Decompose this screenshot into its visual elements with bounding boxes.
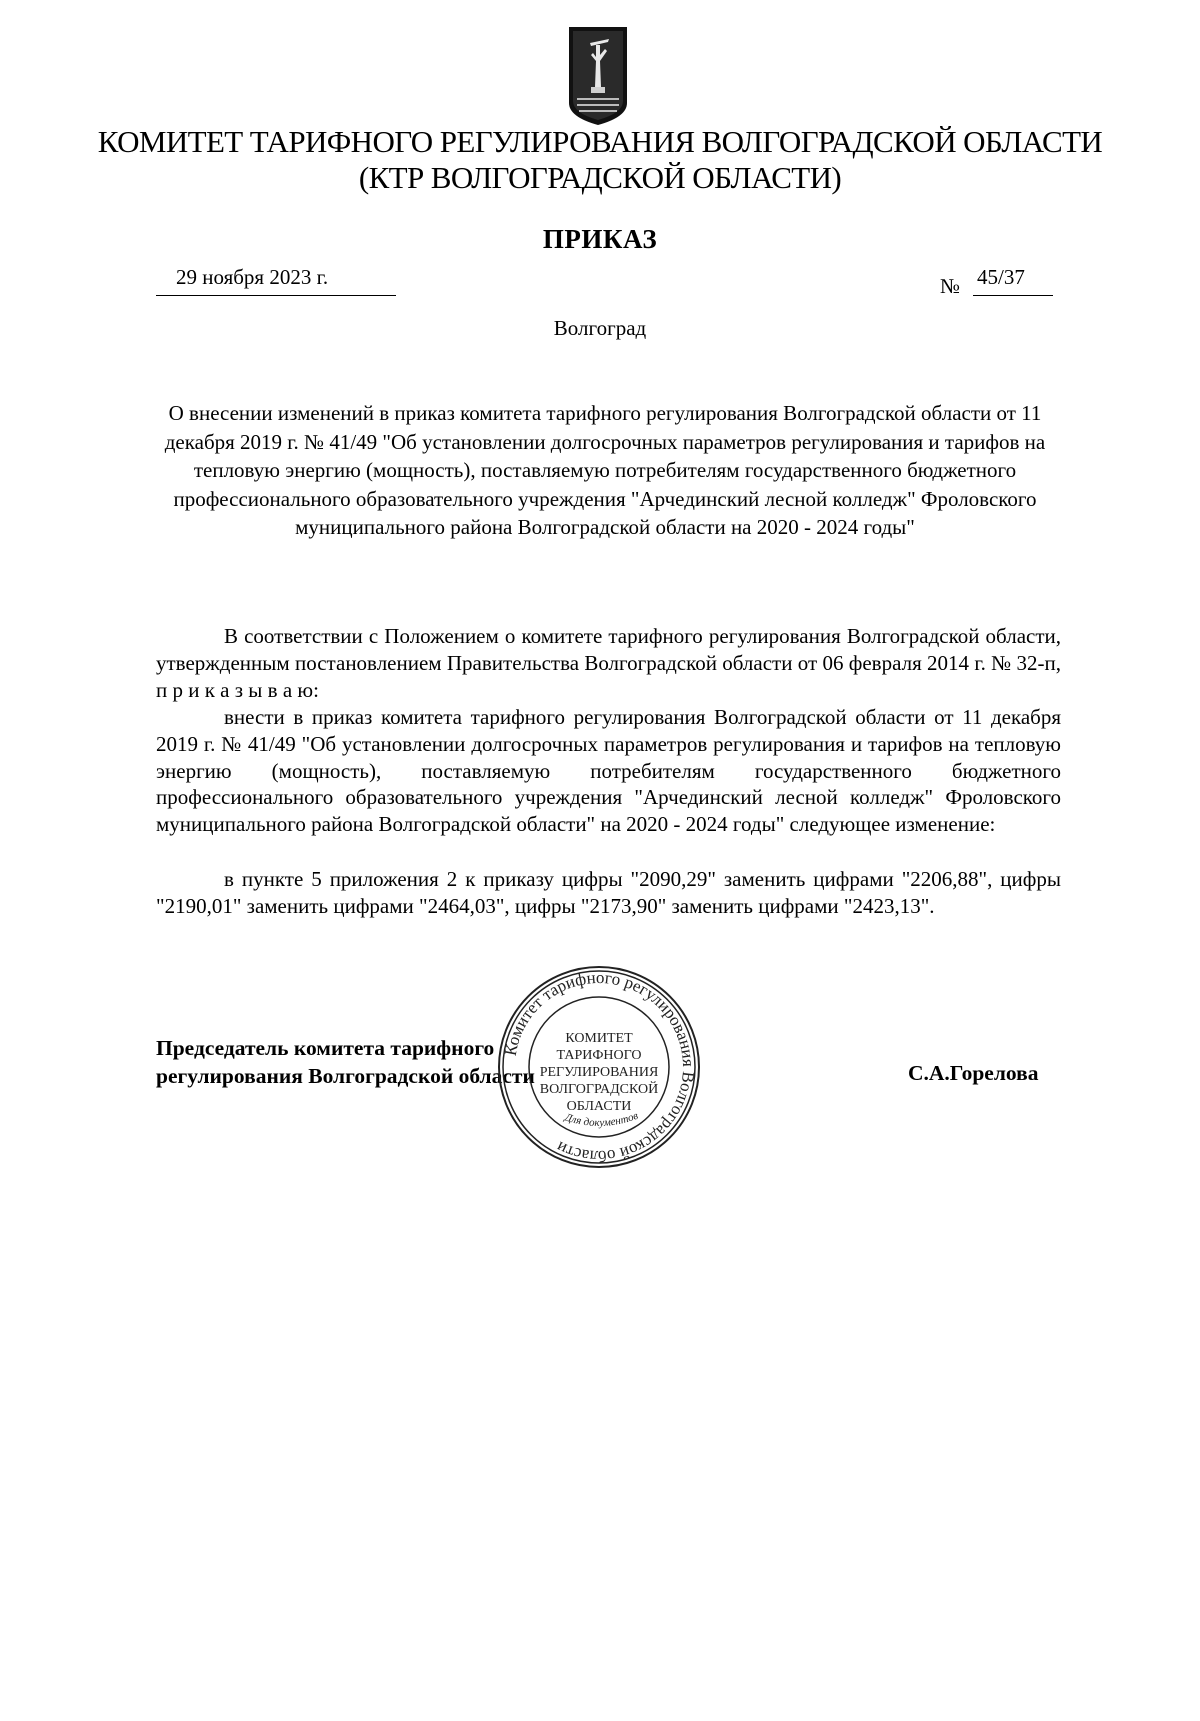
seal-bottom-text: Для документов [563, 1109, 640, 1130]
volgograd-emblem-icon [567, 25, 629, 127]
signatory-title-line2: регулирования Волгоградской области [156, 1064, 535, 1088]
org-short-name: (КТР ВОЛГОГРАДСКОЙ ОБЛАСТИ) [358, 160, 842, 195]
signatory-name: С.А.Горелова [908, 1061, 1039, 1085]
number-sign: № [940, 274, 961, 298]
document-number: 45/37 [973, 264, 1053, 296]
seal-line-5: ОБЛАСТИ [566, 1099, 632, 1114]
document-type: ПРИКАЗ [542, 224, 658, 254]
seal-line-1: КОМИТЕТ [565, 1031, 633, 1046]
signatory-title [156, 1034, 535, 1090]
body-paragraph-2: внести в приказ комитета тарифного регулирования Волгоградской области от 11 декабря 2019 г. № 41/49 "Об установлении долгосрочных параметров регулирования и тарифов на тепловую энергию (мощность), поставляемую потребителям государственного бюджетного профессионального образовательного учреждения "Арчединский лесной колледж" Фроловского муниципального района Волгоградской области" на 2020 - 2024 годы" следующее изменение: [156, 705, 1061, 837]
seal-ring-text: Комитет тарифного регулирования Волгоградской области [500, 967, 699, 1167]
official-seal [494, 962, 704, 1172]
document-city: Волгоград [553, 316, 647, 340]
document-subject: О внесении изменений в приказ комитета тарифного регулирования Волгоградской области от 11 декабря 2019 г. № 41/49 "Об установлении долгосрочных параметров регулирования и тарифов на тепловую энергию (мощность), поставляемую потребителям государственного бюджетного профессионального образовательного учреждения "Арчединский лесной колледж" Фроловского муниципального района Волгоградской области на 2020 - 2024 годы" [164, 401, 1046, 540]
seal-line-2: ТАРИФНОГО [556, 1048, 642, 1063]
body-paragraph-1: В соответствии с Положением о комитете тарифного регулирования Волгоградской области, утвержденным постановлением Правительства Волгоградской области от 06 февраля 2014 г. № 32-п, п р и к а з ы в а ю: [156, 624, 1061, 702]
body-paragraph-3: в пункте 5 приложения 2 к приказу цифры "2090,29" заменить цифрами "2206,88", цифры "2190,01" заменить цифрами "2464,03", цифры "2173,90" заменить цифрами "2423,13". [156, 867, 1061, 918]
seal-line-4: ВОЛГОГРАДСКОЙ [539, 1082, 659, 1097]
org-name: КОМИТЕТ ТАРИФНОГО РЕГУЛИРОВАНИЯ ВОЛГОГРАДСКОЙ ОБЛАСТИ [97, 124, 1103, 159]
seal-line-3: РЕГУЛИРОВАНИЯ [539, 1065, 659, 1080]
document-date: 29 ноября 2023 г. [156, 264, 396, 296]
signatory-title-line1: Председатель комитета тарифного [156, 1036, 495, 1060]
